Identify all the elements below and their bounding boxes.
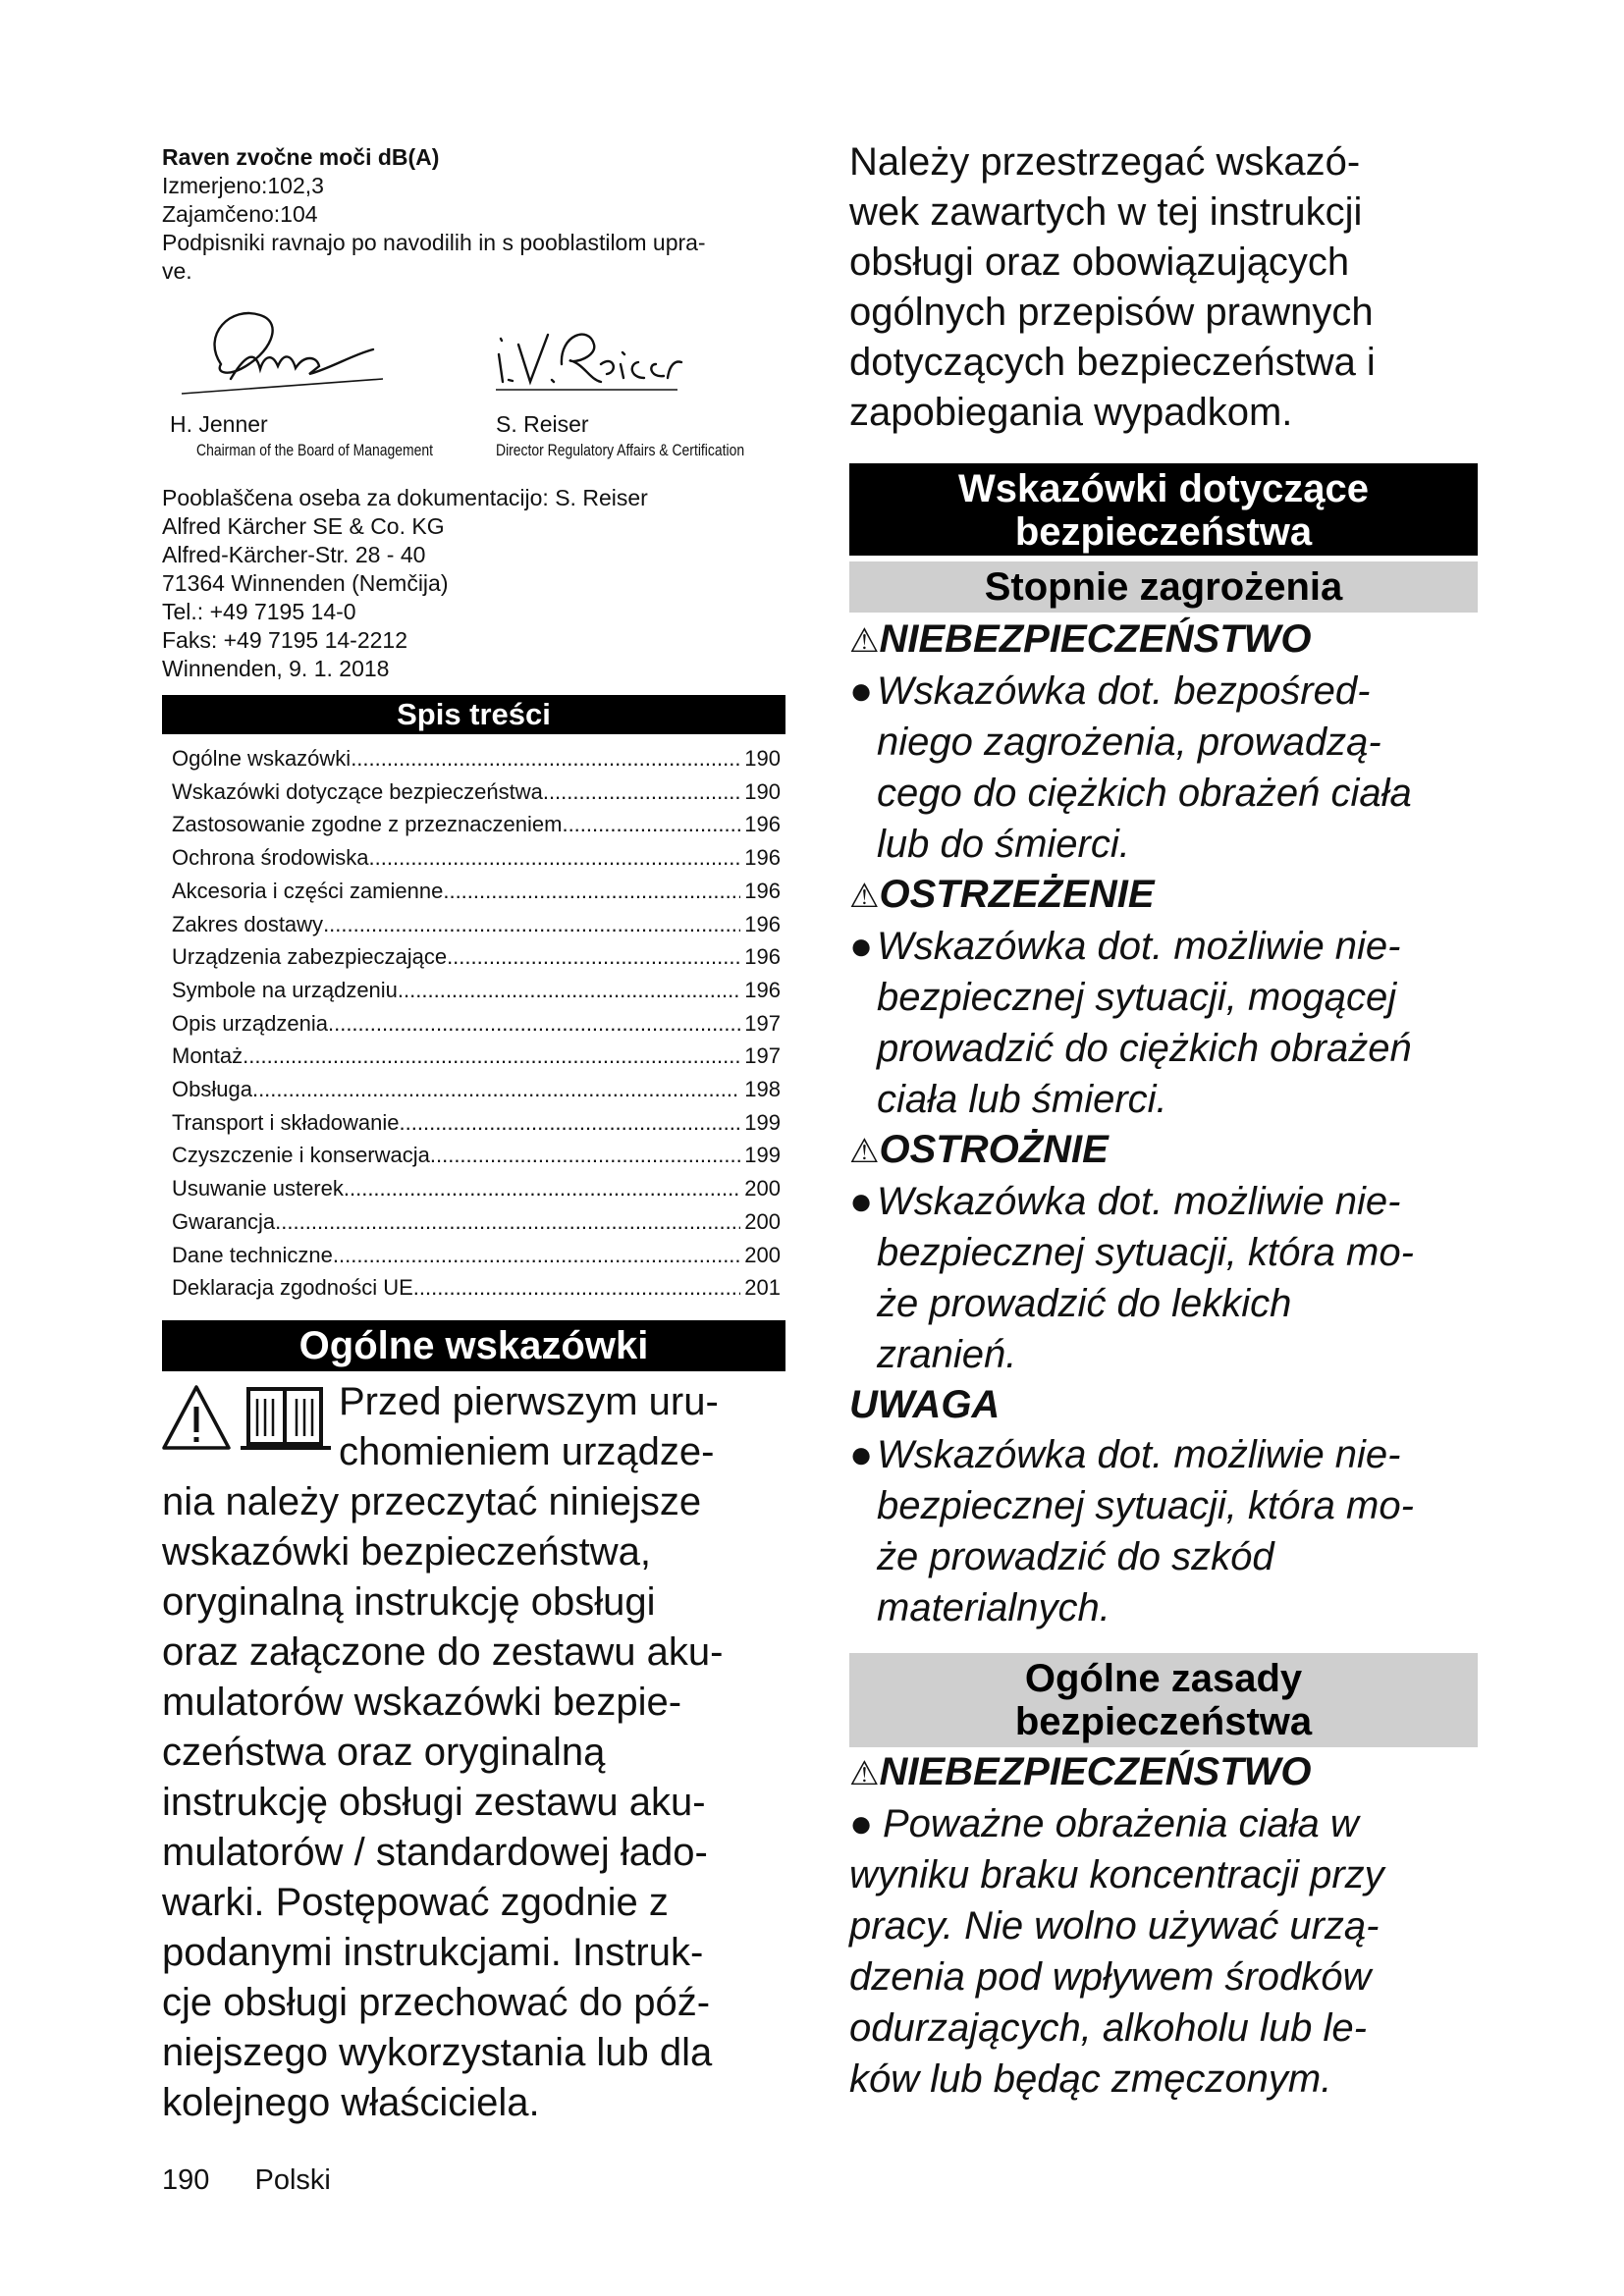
left-column xyxy=(162,143,790,2128)
toc-entry[interactable]: Zastosowanie zgodne z przeznaczeniem ..... 196 xyxy=(172,808,781,841)
general-notes-line: niejszego wykorzystania lub dla xyxy=(162,2030,713,2074)
general-notes-line: chomieniem urządze- xyxy=(339,1429,715,1473)
warning-triangle-icon: ⚠ xyxy=(849,622,880,660)
bullet-icon: ● xyxy=(849,1802,874,1845)
toc-entry[interactable]: Deklaracja zgodności UE ..... 201 xyxy=(172,1271,781,1305)
toc-entry[interactable]: Montaż ..... 197 xyxy=(172,1040,781,1073)
toc-entry[interactable]: Opis urządzenia ..... 197 xyxy=(172,1007,781,1041)
address-line: Pooblaščena oseba za dokumentacijo: S. Reiser xyxy=(162,485,648,510)
signatures xyxy=(162,295,790,472)
general-notes-heading: Ogólne wskazówki xyxy=(162,1320,785,1371)
table-of-contents xyxy=(162,742,790,1305)
warning-triangle-icon xyxy=(164,1387,229,1448)
general-notes-line: mulatorów wskazówki bezpie- xyxy=(162,1680,682,1724)
general-notes-line: oryginalną instrukcję obsługi xyxy=(162,1579,656,1624)
danger-description: ●Wskazówka dot. bezpośred- niego zagrożenia, prowadzą- cego do ciężkich obrażeń ciała lub do śmierci. xyxy=(849,666,1478,870)
page-footer xyxy=(162,2164,331,2197)
right-column xyxy=(849,137,1478,2105)
general-rules-heading-line1: Ogólne zasady xyxy=(1024,1657,1303,1700)
danger-label-2: ⚠NIEBEZPIECZEŃSTWO xyxy=(849,1750,1312,1793)
sound-power-heading: Raven zvočne moči dB(A) xyxy=(162,144,440,170)
safety-heading-line2: bezpieczeństwa xyxy=(1014,510,1313,554)
warning-description: ●Wskazówka dot. możliwie nie- bezpiecznej sytuacji, mogącej prowadzić do ciężkich obrażeń ciała lub śmierci. xyxy=(849,921,1478,1125)
general-notes-line: oraz załączone do zestawu aku- xyxy=(162,1629,724,1674)
toc-entry[interactable]: Akcesoria i części zamienne ..... 196 xyxy=(172,875,781,908)
safety-heading xyxy=(849,463,1478,556)
intro-line: dotyczących bezpieczeństwa i xyxy=(849,341,1376,384)
signatories-note-line2: ve. xyxy=(162,258,192,284)
danger-label: ⚠NIEBEZPIECZEŃSTWO xyxy=(849,617,1312,661)
signatories-note-line1: Podpisniki ravnajo po navodilih in s pooblastilom upra- xyxy=(162,230,706,255)
general-notes-line: wskazówki bezpieczeństwa, xyxy=(162,1529,651,1574)
guaranteed-value: Zajamčeno:104 xyxy=(162,201,318,227)
toc-entry[interactable]: Gwarancja ..... 200 xyxy=(172,1205,781,1239)
intro-line: wek zawartych w tej instrukcji xyxy=(849,190,1363,234)
caution-label: ⚠OSTROŻNIE xyxy=(849,1128,1109,1171)
signature1-title: Chairman of the Board of Management xyxy=(196,441,433,459)
signature-jenner xyxy=(162,295,388,403)
bullet-icon: ● xyxy=(849,1433,874,1476)
toc-entry[interactable]: Transport i składowanie ..... 199 xyxy=(172,1106,781,1140)
notice-label: UWAGA xyxy=(849,1383,1001,1426)
toc-entry[interactable]: Symbole na urządzeniu ..... 196 xyxy=(172,974,781,1007)
caution-description: ●Wskazówka dot. możliwie nie- bezpiecznej sytuacji, która mo- że prowadzić do lekkich zranień. xyxy=(849,1176,1478,1380)
danger-description-2: ● Poważne obrażenia ciała w wyniku braku koncentracji przy pracy. Nie wolno używać urzą- dzenia pod wpływem środków odurzających, alkoholu lub le- ków lub będąc zmęczonym. xyxy=(849,1798,1478,2105)
toc-entry[interactable]: Usuwanie usterek ..... 200 xyxy=(172,1172,781,1205)
general-notes-line: nia należy przeczytać niniejsze xyxy=(162,1479,702,1523)
toc-entry[interactable]: Dane techniczne ..... 200 xyxy=(172,1239,781,1272)
warning-triangle-icon: ⚠ xyxy=(849,1133,880,1170)
general-rules-heading xyxy=(849,1653,1478,1747)
toc-entry[interactable]: Zakres dostawy ..... 196 xyxy=(172,908,781,941)
warning-triangle-icon: ⚠ xyxy=(849,1755,880,1792)
safety-heading-line1: Wskazówki dotyczące xyxy=(958,467,1369,510)
warning-label: ⚠OSTRZEŻENIE xyxy=(849,873,1155,916)
toc-entry[interactable]: Wskazówki dotyczące bezpieczeństwa ..... 190 xyxy=(172,775,781,809)
address-block xyxy=(162,484,790,683)
general-notes-line: cje obsługi przechować do póź- xyxy=(162,1980,711,2024)
general-notes-body xyxy=(162,1377,790,2128)
general-notes-line: mulatorów / standardowej łado- xyxy=(162,1830,708,1874)
address-line: Alfred Kärcher SE & Co. KG xyxy=(162,513,445,539)
general-notes-line: podanymi instrukcjami. Instruk- xyxy=(162,1930,704,1974)
toc-entry[interactable]: Ochrona środowiska ..... 196 xyxy=(172,841,781,875)
general-notes-line: czeństwa oraz oryginalną xyxy=(162,1730,606,1774)
warning-triangle-icon: ⚠ xyxy=(849,878,880,915)
measured-value: Izmerjeno:102,3 xyxy=(162,173,324,198)
footer-language: Polski xyxy=(254,2164,331,2196)
address-line: Alfred-Kärcher-Str. 28 - 40 xyxy=(162,542,426,567)
intro-line: Należy przestrzegać wskazó- xyxy=(849,140,1361,184)
signature1-name: H. Jenner xyxy=(170,411,268,437)
intro-line: ogólnych przepisów prawnych xyxy=(849,291,1374,334)
toc-entry[interactable]: Czyszczenie i konserwacja ..... 199 xyxy=(172,1139,781,1172)
address-line: Faks: +49 7195 14-2212 xyxy=(162,627,407,653)
toc-entry[interactable]: Ogólne wskazówki ..... 190 xyxy=(172,742,781,775)
general-notes-line: Przed pierwszym uru- xyxy=(339,1379,719,1423)
toc-entry[interactable]: Obsługa ..... 198 xyxy=(172,1073,781,1106)
bullet-icon: ● xyxy=(849,1180,874,1223)
intro-line: zapobiegania wypadkom. xyxy=(849,391,1293,434)
notice-description: ●Wskazówka dot. możliwie nie- bezpiecznej sytuacji, która mo- że prowadzić do szkód materialnych. xyxy=(849,1429,1478,1633)
toc-entry[interactable]: Urządzenia zabezpieczające ..... 196 xyxy=(172,940,781,974)
signature2-name: S. Reiser xyxy=(496,411,589,437)
address-line: Winnenden, 9. 1. 2018 xyxy=(162,656,390,681)
read-manual-icon xyxy=(241,1389,331,1448)
warning-and-manual-icons xyxy=(162,1383,339,1454)
address-line: 71364 Winnenden (Nemčija) xyxy=(162,570,449,596)
intro-line: obsługi oraz obowiązujących xyxy=(849,240,1350,284)
address-line: Tel.: +49 7195 14-0 xyxy=(162,599,356,624)
general-notes-line: instrukcję obsługi zestawu aku- xyxy=(162,1780,706,1824)
signature-reiser xyxy=(491,295,687,403)
bullet-icon: ● xyxy=(849,669,874,713)
signature2-title: Director Regulatory Affairs & Certification xyxy=(496,441,745,459)
general-rules-heading-line2: bezpieczeństwa xyxy=(1014,1700,1313,1743)
hazard-levels-heading: Stopnie zagrożenia xyxy=(849,561,1478,613)
page-number: 190 xyxy=(162,2164,210,2196)
general-notes-line: warki. Postępować zgodnie z xyxy=(162,1880,669,1924)
bullet-icon: ● xyxy=(849,925,874,968)
toc-heading: Spis treści xyxy=(162,695,785,734)
general-notes-line: kolejnego właściciela. xyxy=(162,2080,540,2124)
